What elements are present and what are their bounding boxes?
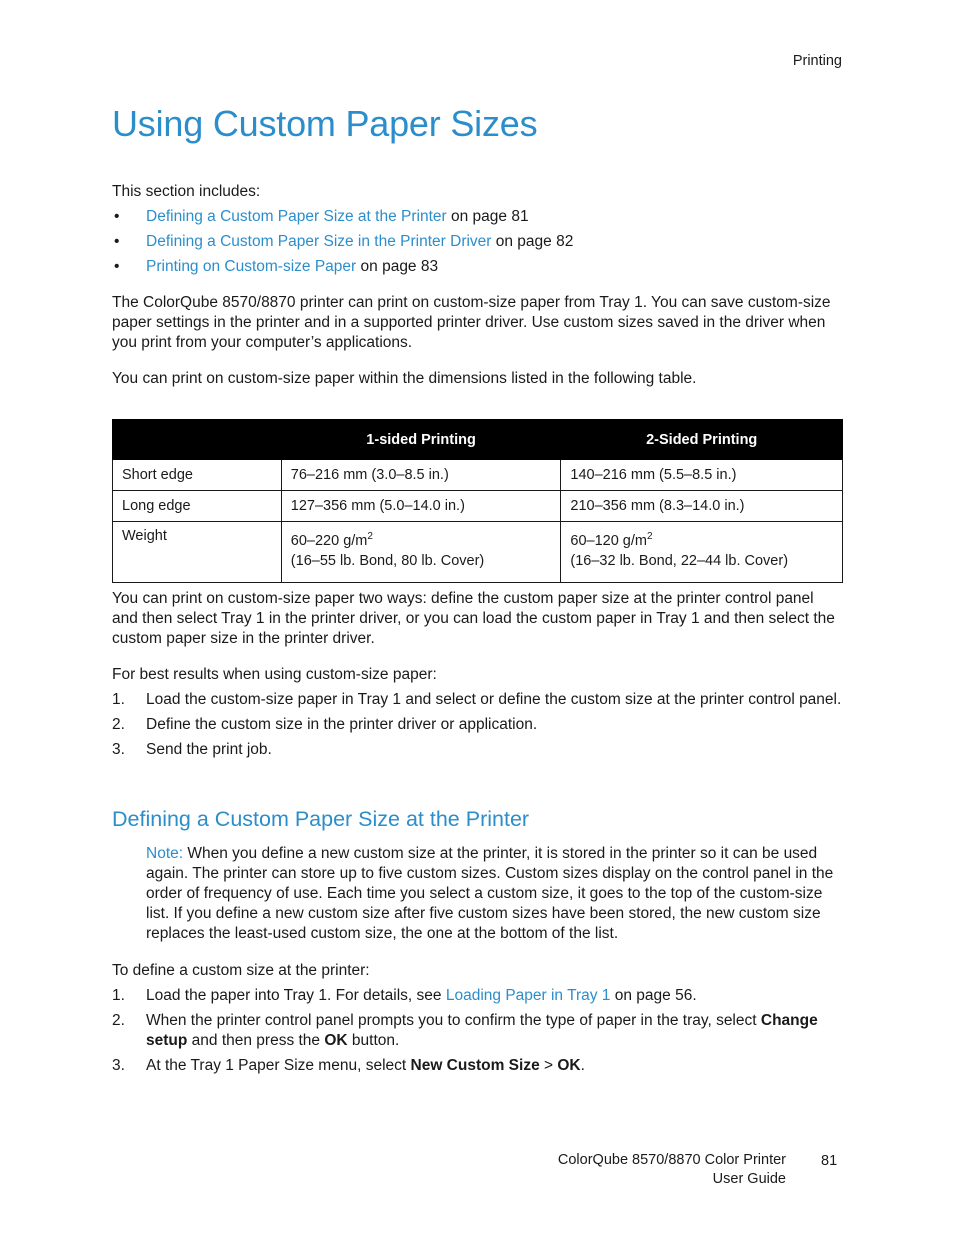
weight-equivalent: (16–55 lb. Bond, 80 lb. Cover) [290,553,485,569]
superscript: 2 [367,531,373,543]
step-text: When the printer control panel prompts you to confirm the type of paper in the tray, select [146,1012,761,1029]
superscript: 2 [646,531,653,543]
table-row [113,522,843,583]
bullet-icon: • [114,258,120,275]
link-page-ref: on page 83 [356,258,439,275]
footer-product-name: ColorQube 8570/8870 Color Printer [557,1152,786,1168]
step-number: 3. [112,1057,125,1074]
paragraph-intro: The ColorQube 8570/8870 printer can print on custom-size paper from Tray 1. You can save custom-size paper settings in the printer and in a supported printer driver. Use custom sizes saved in the driver when you print from your computer’s applications. [112,294,831,351]
table-header-row [113,420,843,460]
weight-range: 60–120 g/m [570,533,647,549]
page-title: Using Custom Paper Sizes [112,103,538,144]
emphasis: New Custom Size [410,1057,540,1074]
list-item [112,986,842,1006]
link-page-ref: on page 82 [491,233,574,250]
table-cell-label: Long edge [113,491,282,522]
bullet-icon: • [114,208,120,225]
weight-equivalent: (16–32 lb. Bond, 22–44 lb. Cover) [570,553,789,569]
emphasis: Change setup [146,1012,818,1049]
link-loading-paper-tray-1[interactable]: Loading Paper in Tray 1 [445,987,611,1004]
custom-size-dimensions-table [112,419,843,583]
intro-lead: This section includes: [112,183,261,200]
section-links-list [112,207,842,282]
table-row [113,460,843,491]
table-cell: 140–216 mm (5.5–8.5 in.) [561,460,843,491]
link-defining-in-driver[interactable]: Defining a Custom Paper Size in the Printer Driver [146,233,492,250]
paragraph-table-lead: You can print on custom-size paper within the dimensions listed in the following table. [112,370,697,387]
weight-range: 60–220 g/m [290,533,368,549]
table-header-empty [113,420,282,460]
best-results-lead: For best results when using custom-size paper: [112,666,437,683]
step-text: At the Tray 1 Paper Size menu, select [146,1057,411,1074]
step-number: 1. [112,987,125,1004]
step-text: . [580,1057,585,1074]
step-text: and then press the [187,1032,325,1049]
step-number: 3. [112,741,125,758]
note-paragraph [146,844,843,944]
table-header-1-sided: 1-sided Printing [281,420,561,460]
table-cell-label: Weight [113,522,282,583]
list-item [112,207,842,232]
table-cell: 127–356 mm (5.0–14.0 in.) [281,491,561,522]
list-item [112,232,842,257]
list-item [112,715,842,735]
running-header: Printing [792,53,842,69]
step-text: button. [347,1032,400,1049]
step-text: Load the custom-size paper in Tray 1 and select or define the custom size at the printer control panel. [146,691,842,708]
bullet-icon: • [114,233,120,250]
list-item [112,1056,842,1076]
step-text: > [539,1057,558,1074]
step-number: 2. [112,1012,125,1029]
section-heading: Defining a Custom Paper Size at the Printer [112,807,530,831]
table-header-2-sided: 2-Sided Printing [561,420,843,460]
list-item [112,257,842,282]
table-cell [561,522,843,583]
note-text: When you define a new custom size at the printer, it is stored in the printer so it can be used again. The printer can store up to five custom sizes. Custom sizes display on the control panel in the order of frequency of use. Each time you select a custom size, it goes to the top of the custom-size list. If you define a new custom size after five custom sizes have been stored, the new custom size replaces the least-used custom size, the one at the bottom of the list. [146,845,834,942]
footer-guide-name: User Guide [712,1171,786,1187]
note-label: Note: [146,845,184,862]
table-row [113,491,843,522]
paragraph-two-ways: You can print on custom-size paper two ways: define the custom paper size at the printer control panel and then select Tray 1 in the printer driver, or you can load the custom paper in Tray 1 and then select the custom paper size in the printer driver. [112,590,835,647]
link-page-ref: on page 81 [446,208,529,225]
table-cell-label: Short edge [113,460,282,491]
step-text: Send the print job. [146,741,272,758]
emphasis: OK [324,1032,348,1049]
define-custom-steps [112,986,842,1081]
table-cell: 76–216 mm (3.0–8.5 in.) [281,460,561,491]
list-item [112,690,842,710]
link-defining-at-printer[interactable]: Defining a Custom Paper Size at the Printer [146,208,447,225]
table-cell [281,522,561,583]
page-number: 81 [821,1153,838,1169]
step-number: 2. [112,716,125,733]
list-item [112,1011,842,1051]
step-text: Define the custom size in the printer driver or application. [146,716,538,733]
footer-product [558,1151,786,1189]
step-number: 1. [112,691,125,708]
list-item [112,740,842,760]
best-results-steps [112,690,842,765]
define-custom-lead: To define a custom size at the printer: [112,962,370,979]
emphasis: OK [557,1057,581,1074]
step-text: on page 56. [610,987,697,1004]
table-cell: 210–356 mm (8.3–14.0 in.) [561,491,843,522]
link-printing-custom-size[interactable]: Printing on Custom-size Paper [146,258,357,275]
step-text: Load the paper into Tray 1. For details, see [146,987,446,1004]
